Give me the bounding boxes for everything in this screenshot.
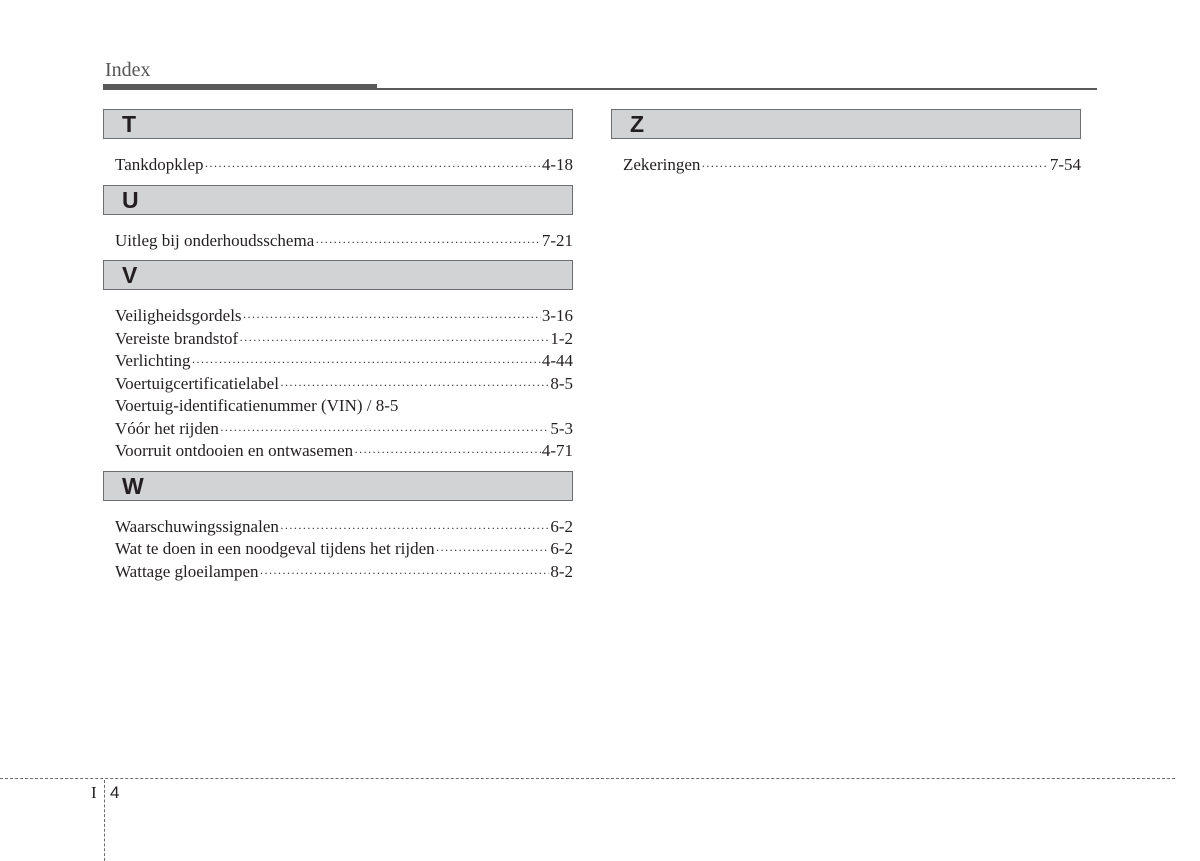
index-entry (115, 154, 573, 177)
index-entry-label: Zekeringen (623, 155, 701, 174)
section-letter-z: Z (611, 109, 1081, 139)
index-entry-list (103, 215, 573, 261)
footer-vertical-divider (104, 780, 105, 861)
index-entry-page: 4-44 (541, 351, 573, 370)
index-entry (115, 230, 573, 253)
index-entry-page: 8-2 (550, 561, 573, 581)
dot-leader (280, 517, 549, 540)
index-column-left (103, 109, 573, 591)
index-entry-list (103, 139, 573, 185)
dot-leader (192, 351, 541, 374)
section-letter-t: T (103, 109, 573, 139)
index-entry (115, 516, 573, 539)
index-entry-list (103, 290, 573, 471)
index-entry-label: Wat te doen in een noodgeval tijdens het rijden (115, 539, 435, 558)
index-entry-label: Vereiste brandstof (115, 328, 239, 348)
index-entry-label: Voertuigcertificatielabel (115, 373, 279, 393)
index-entry-label: Veiligheidsgordels (115, 306, 242, 325)
dot-leader (220, 419, 549, 442)
index-entry (115, 440, 573, 463)
index-entry-page: 4-18 (541, 155, 573, 174)
section-letter-v: V (103, 260, 573, 290)
index-entry-label: Vóór het rijden (115, 418, 219, 438)
dot-leader (260, 562, 550, 585)
index-entry (115, 395, 573, 418)
dot-leader (701, 155, 1048, 178)
section-letter-w: W (103, 471, 573, 501)
dot-leader (436, 539, 550, 562)
index-entry-page: 6-2 (550, 516, 573, 536)
index-entry-page: 7-54 (1049, 155, 1081, 174)
index-entry-label: Waarschuwingssignalen (115, 516, 279, 536)
page-title: Index (105, 59, 151, 81)
index-entry-page: 3-16 (541, 306, 573, 325)
index-entry-page: 7-21 (541, 230, 573, 250)
dot-leader (239, 329, 549, 352)
index-entry (623, 154, 1081, 177)
index-entry-label: Voertuig-identificatienummer (VIN) / 8-5 (115, 396, 399, 415)
index-entry-label: Tankdopklep (115, 155, 204, 174)
dot-leader (280, 374, 549, 397)
footer-section-label: I (91, 783, 97, 802)
index-entry-label: Wattage gloeilampen (115, 561, 259, 581)
index-entry-page: 4-71 (541, 441, 573, 460)
index-entry-page: 6-2 (550, 539, 573, 558)
dot-leader (315, 231, 541, 254)
index-entry (115, 350, 573, 373)
dot-leader (243, 306, 541, 329)
dot-leader (205, 155, 541, 178)
footer-divider (0, 778, 1175, 779)
header-rule-thick (103, 84, 377, 90)
index-entry-label: Voorruit ontdooien en ontwasemen (115, 441, 354, 460)
index-entry-page: 8-5 (550, 373, 573, 393)
index-entry-page: 5-3 (550, 418, 573, 438)
footer-page-number: 4 (110, 783, 120, 802)
index-entry (115, 328, 573, 351)
section-letter-u: U (103, 185, 573, 215)
index-entry-list (103, 501, 573, 592)
index-entry-label: Verlichting (115, 351, 191, 370)
index-entry-label: Uitleg bij onderhoudsschema (115, 230, 315, 250)
index-column-right (611, 109, 1081, 185)
index-entry-list (611, 139, 1081, 185)
index-entry (115, 305, 573, 328)
index-entry (115, 373, 573, 396)
dot-leader (354, 441, 541, 464)
index-entry (115, 561, 573, 584)
index-entry (115, 538, 573, 561)
index-entry-page: 1-2 (550, 328, 573, 348)
header-rule-thin (377, 88, 1097, 90)
index-entry (115, 418, 573, 441)
